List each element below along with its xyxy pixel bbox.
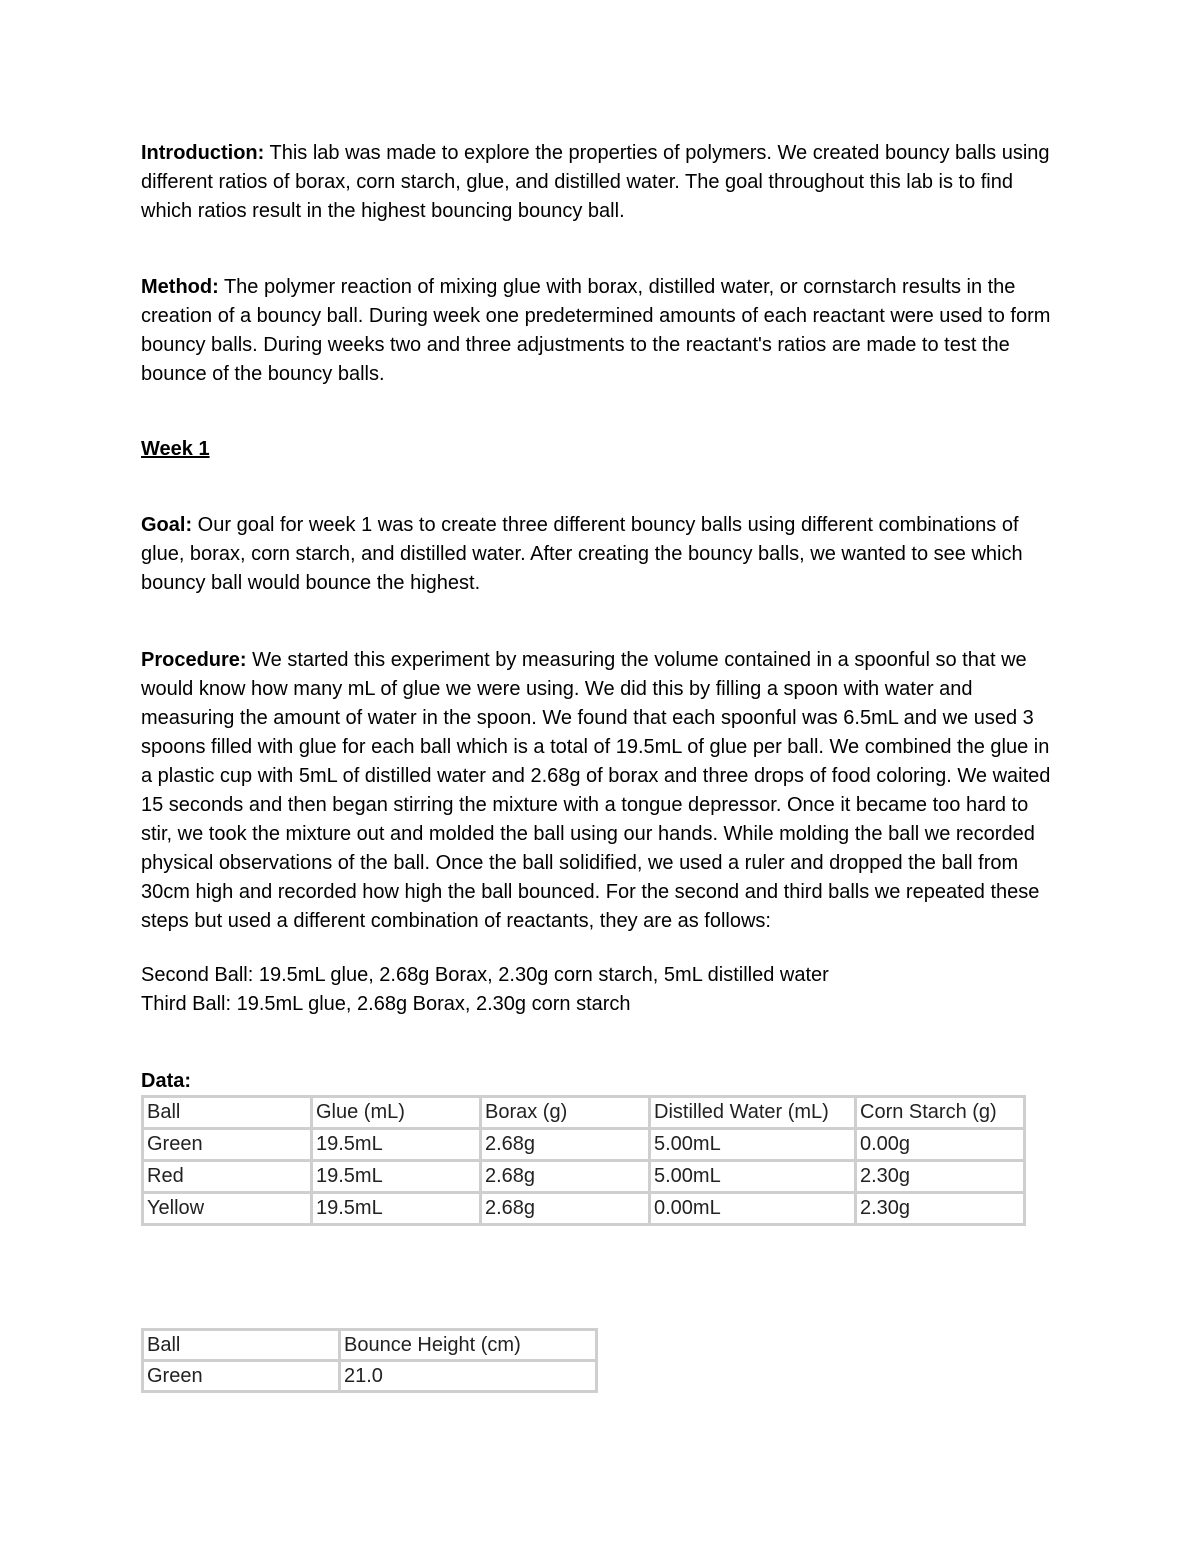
method-text: The polymer reaction of mixing glue with borax, distilled water, or cornstarch results in the creation of a bouncy ball. During week one predetermined amounts of each reactant were used to form bouncy balls. During weeks two and three adjustments to the reactant's ratios are made to test the bounce of the bouncy balls. (141, 276, 1051, 385)
table-cell: 19.5mL (312, 1161, 481, 1193)
table-cell: 19.5mL (312, 1193, 481, 1225)
table-row (143, 1129, 1025, 1161)
procedure-text: We started this experiment by measuring the volume contained in a spoonful so that we would know how many mL of glue we were using. We did this by filling a spoon with water and measuring the amount of water in the spoon. We found that each spoonful was 6.5mL and we used 3 spoons filled with glue for each ball which is a total of 19.5mL of glue per ball. We combined the glue in a plastic cup with 5mL of distilled water and 2.68g of borax and three drops of food coloring. We waited 15 seconds and then began stirring the mixture with a tongue depressor. Once it became too hard to stir, we took the mixture out and molded the ball using our hands. While molding the ball we recorded physical observations of the ball. Once the ball solidified, we used a ruler and dropped the ball from 30cm high and recorded how high the ball bounced. For the second and third balls we repeated these steps but used a different combination of reactants, they are as follows: (141, 649, 1051, 932)
table-header-cell: Bounce Height (cm) (340, 1330, 597, 1361)
table-header-cell: Glue (mL) (312, 1097, 481, 1129)
bounce-height-table (141, 1328, 598, 1393)
table-cell: 0.00mL (650, 1193, 856, 1225)
method-paragraph (141, 273, 1061, 389)
table-row (143, 1361, 597, 1392)
table-cell: 21.0 (340, 1361, 597, 1392)
table-row (143, 1161, 1025, 1193)
table-cell: 19.5mL (312, 1129, 481, 1161)
goal-text: Our goal for week 1 was to create three different bouncy balls using different combinations of glue, borax, corn starch, and distilled water. After creating the bouncy balls, we wanted to see which bouncy ball would bounce the highest. (141, 514, 1023, 594)
procedure-paragraph (141, 646, 1061, 936)
introduction-paragraph (141, 139, 1061, 226)
reactant-data-table (141, 1095, 1026, 1226)
table-cell: 2.30g (856, 1161, 1025, 1193)
third-ball-recipe: Third Ball: 19.5mL glue, 2.68g Borax, 2.30g corn starch (141, 993, 631, 1015)
table-header-cell: Ball (143, 1330, 340, 1361)
table-cell: Green (143, 1129, 312, 1161)
goal-label: Goal: (141, 514, 193, 536)
table-header-cell: Ball (143, 1097, 312, 1129)
table-cell: 0.00g (856, 1129, 1025, 1161)
table-header-cell: Borax (g) (481, 1097, 650, 1129)
table-cell: Yellow (143, 1193, 312, 1225)
method-label: Method: (141, 276, 219, 298)
procedure-label: Procedure: (141, 649, 247, 671)
table-header-cell: Distilled Water (mL) (650, 1097, 856, 1129)
introduction-label: Introduction: (141, 142, 265, 164)
data-label: Data: (141, 1070, 192, 1092)
table-cell: Red (143, 1161, 312, 1193)
table-cell: 2.68g (481, 1161, 650, 1193)
table-cell: Green (143, 1361, 340, 1392)
table-cell: 2.68g (481, 1129, 650, 1161)
table-header-cell: Corn Starch (g) (856, 1097, 1025, 1129)
table-cell: 5.00mL (650, 1161, 856, 1193)
week-heading: Week 1 (141, 438, 210, 460)
table-cell: 2.68g (481, 1193, 650, 1225)
table-header-row (143, 1097, 1025, 1129)
second-ball-recipe: Second Ball: 19.5mL glue, 2.68g Borax, 2.30g corn starch, 5mL distilled water (141, 964, 829, 986)
introduction-text: This lab was made to explore the properties of polymers. We created bouncy balls using different ratios of borax, corn starch, glue, and distilled water. The goal throughout this lab is to find which ratios result in the highest bouncing bouncy ball. (141, 142, 1050, 222)
table-cell: 5.00mL (650, 1129, 856, 1161)
table-header-row (143, 1330, 597, 1361)
table-row (143, 1193, 1025, 1225)
table-cell: 2.30g (856, 1193, 1025, 1225)
goal-paragraph (141, 511, 1061, 598)
